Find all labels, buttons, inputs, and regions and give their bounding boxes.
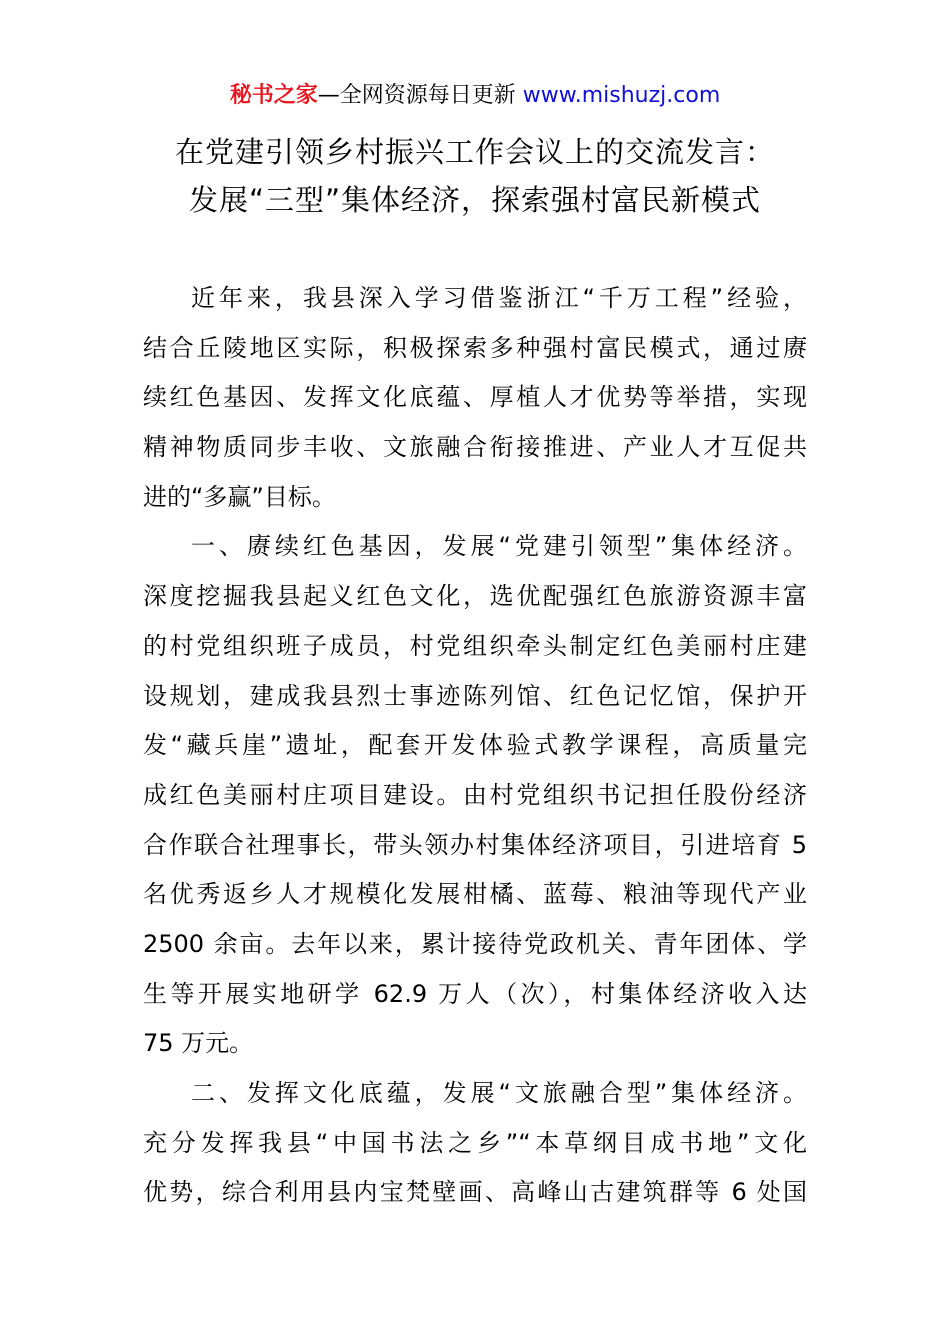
body-line: 二、发挥文化底蕴，发展“文旅融合型”集体经济。 (191, 1079, 807, 1107)
title-line-1: 在党建引领乡村振兴工作会议上的交流发言： (174, 135, 775, 169)
body-line: 发“藏兵崖”遗址，配套开发体验式教学课程，高质量完 (143, 731, 807, 760)
body-line: 结合丘陵地区实际，积极探索多种强村富民模式，通过赓 (143, 333, 807, 362)
body-line: 一、赓续红色基因，发展“党建引领型”集体经济。 (191, 532, 807, 561)
body-line: 75 万元。 (143, 1029, 254, 1058)
body-line: 深度挖掘我县起义红色文化，选优配强红色旅游资源丰富 (143, 582, 807, 611)
body-line: 名优秀返乡人才规模化发展柑橘、蓝莓、粮油等现代产业 (143, 880, 807, 909)
document-title (0, 128, 950, 224)
body-line: 进的“多赢”目标。 (143, 482, 336, 511)
body-line: 的村党组织班子成员，村党组织牵头制定红色美丽村庄建 (143, 631, 807, 660)
body-line: 合作联合社理事长，带头领办村集体经济项目，引进培育 5 (143, 830, 807, 859)
body-line: 生等开展实地研学 62.9 万人（次），村集体经济收入达 (143, 979, 807, 1008)
document-body (143, 274, 807, 1218)
body-line: 优势，综合利用县内宝梵壁画、高峰山古建筑群等 6 处国 (143, 1178, 807, 1207)
body-line: 2500 余亩。去年以来，累计接待党政机关、青年团体、学 (143, 929, 807, 958)
site-brand: 秘书之家 (229, 83, 318, 108)
body-line: 续红色基因、发挥文化底蕴、厚植人才优势等举措，实现 (143, 383, 807, 412)
title-line-2: 发展“三型”集体经济，探索强村富民新模式 (188, 183, 762, 217)
body-line: 设规划，建成我县烈士事迹陈列馆、红色记忆馆，保护开 (143, 681, 807, 710)
body-line: 精神物质同步丰收、文旅融合衔接推进、产业人才互促共 (143, 433, 807, 462)
site-tagline: —全网资源每日更新 (317, 83, 516, 108)
body-line: 充分发挥我县“中国书法之乡”“本草纲目成书地”文化 (143, 1128, 807, 1157)
body-line: 成红色美丽村庄项目建设。由村党组织书记担任股份经济 (143, 780, 807, 809)
body-line: 近年来，我县深入学习借鉴浙江“千万工程”经验， (191, 284, 807, 312)
site-url-link[interactable]: www.mishuzj.com (522, 83, 721, 108)
site-header (0, 80, 950, 112)
